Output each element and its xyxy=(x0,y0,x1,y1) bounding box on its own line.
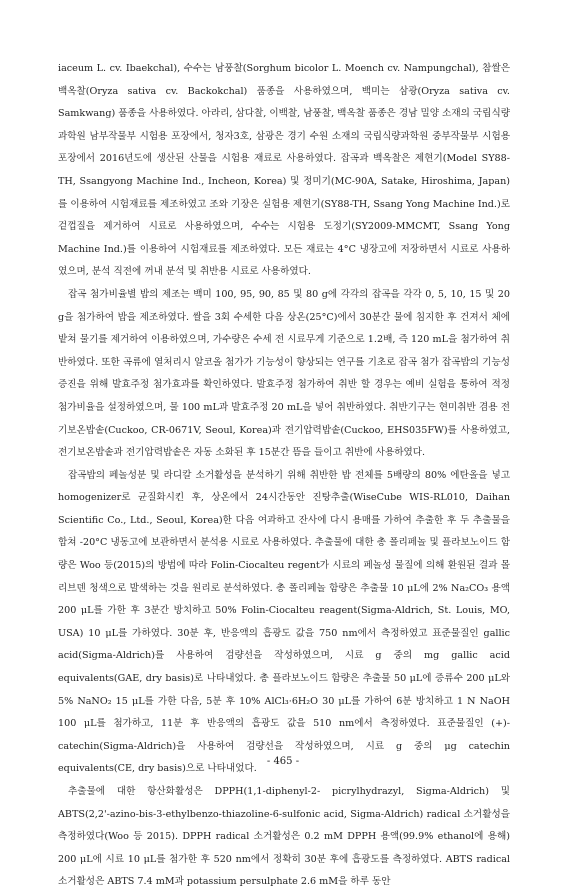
paragraph-phenolics: 잡곡밥의 페놀성분 및 라디칼 소거활성을 분석하기 위해 취반한 밥 전체를 5배량의 80% 에탄올을 넣고 homogenizer로 균질화시킨 후, 상온에서 24시간동안 진탕추출(WiseCube WIS-RL010, Daihan Scientific Co., Ltd., Seoul, Korea)한 다음 여과하고 잔사에 다시 용매를 가하여 추출한 후 두 추출물을 합쳐 -20°C 냉동고에 보관하면서 분석용 시료로 사용하였다. 추출물에 대한 총 폴리페놀 및 플라보노이드 함량은 Woo 등(2015)의 방법에 따라 Folin-Ciocalteu regent가 시료의 페놀성 물질에 의해 환원된 결과 몰리브덴 청색으로 발색하는 것을 원리로 분석하였다. 총 폴리페놀 함량은 추출물 10 μL에 2% Na₂CO₃ 용액 200 μL를 가한 후 3분간 방치하고 50% Folin-Ciocalteu reagent(Sigma-Aldrich, St. Louis, MO, USA) 10 μL를 가하였다. 30분 후, 반응액의 흡광도 값을 750 nm에서 측정하였고 표준물질인 gallic acid(Sigma-Aldrich)를 사용하여 검량선을 작성하였으며, 시료 g 중의 mg gallic acid equivalents(GAE, dry basis)로 나타내었다. 총 플라보노이드 함량은 추출물 50 μL에 증류수 200 μL와 5% NaNO₂ 15 μL를 가한 다음, 5분 후 10% AlCl₃·6H₂O 30 μL를 가하여 6분 방치하고 1 N NaOH 100 μL를 첨가하고, 11분 후 반응액의 흡광도 값을 510 nm에서 측정하였다. 표준물질인 (+)-catechin(Sigma-Aldrich)을 사용하여 검량선을 작성하였으며, 시료 g 중의 μg catechin equivalents(CE, dry basis)으로 나타내었다. xyxy=(58,469,510,775)
paragraph-materials: iaceum L. cv. Ibaekchal), 수수는 남풍찰(Sorghum bicolor L. Moench cv. Nampungchal), 참쌀은 백옥찰(Oryza sativa cv. Backokchal) 품종을 사용하였으며, 백미는 삼광(Oryza sativa cv. Samkwang) 품종을 사용하였다. 아라리, 삼다찰, 이백찰, 남풍찰, 백옥찰 품종은 경남 밀양 소재의 국립식량과학원 남부작물부 시험용 포장에서, 청자3호, 삼광은 경기 수원 소재의 국립식량과학원 중부작물부 시험용 포장에서 2016년도에 생산된 산물을 시험용 재료로 사용하였다. 잡곡과 백옥찰은 제현기(Model SY88-TH, Ssangyong Machine Ind., Incheon, Korea) 및 정미기(MC-90A, Satake, Hiroshima, Japan)를 이용하여 시험재료를 제조하였고 조와 기장은 실험용 제현기(SY88-TH, Ssang Yong Machine Ind.)로 겉껍질을 제거하여 시료로 사용하였으며, 수수는 시험용 도정기(SY2009-MMCMT, Ssang Yong Machine Ind.)를 이용하여 시험재료를 제조하였다. 모든 재료는 4°C 냉장고에 저장하면서 시료로 사용하였으며, 분석 직전에 꺼내 분석 및 취반용 시료로 사용하였다. xyxy=(58,63,510,278)
paragraph-antioxidant: 추출물에 대한 항산화활성은 DPPH(1,1-diphenyl-2- picrylhydrazyl, Sigma-Aldrich) 및 ABTS(2,2'-azino-bis-3-ethylbenzo-thiazoline-6-sulfonic acid, Sigma-Aldrich) radical 소거활성을 측정하였다(Woo 등 2015). DPPH radical 소거활성은 0.2 mM DPPH 용액(99.9% ethanol에 용해) 200 μL에 시료 10 μL를 첨가한 후 520 nm에서 정확히 30분 후에 흡광도를 측정하였다. ABTS radical 소거활성은 ABTS 7.4 mM과 potassium persulphate 2.6 mM을 하루 동안 xyxy=(58,786,510,888)
page-number: - 465 - xyxy=(266,756,300,767)
body-text xyxy=(58,58,510,894)
paragraph-cooking: 잡곡 첨가비율별 밥의 제조는 백미 100, 95, 90, 85 및 80 g에 각각의 잡곡을 각각 0, 5, 10, 15 및 20 g을 첨가하여 밥을 제조하였다. 쌀을 3회 수세한 다음 상온(25°C)에서 30분간 물에 침지한 후 건져서 체에 밭쳐 물기를 제거하여 이용하였으며, 가수량은 수세 전 시료무게 기준으로 1.2배, 즉 120 mL을 첨가하여 취반하였다. 또한 곡류에 열처리시 알코올 첨가가 기능성이 향상되는 연구를 기초로 잡곡 첨가 잡곡밥의 기능성 증진을 위해 발효주정 첨가효과를 확인하였다. 발효주정 첨가하여 취반 할 경우는 예비 실험을 통하여 적정 첨가비율을 설정하였으며, 물 100 mL과 발효주정 20 mL을 넣어 취반하였다. 취반기구는 현미취반 겸용 전기보온밥솥(Cuckoo, CR-0671V, Seoul, Korea)과 전기압력밥솥(Cuckoo, EHS035FW)를 사용하였고, 전기보온밥솥과 전기압력밥솥은 자동 소화된 후 15분간 뜸을 들이고 취반에 사용하였다. xyxy=(58,288,510,459)
